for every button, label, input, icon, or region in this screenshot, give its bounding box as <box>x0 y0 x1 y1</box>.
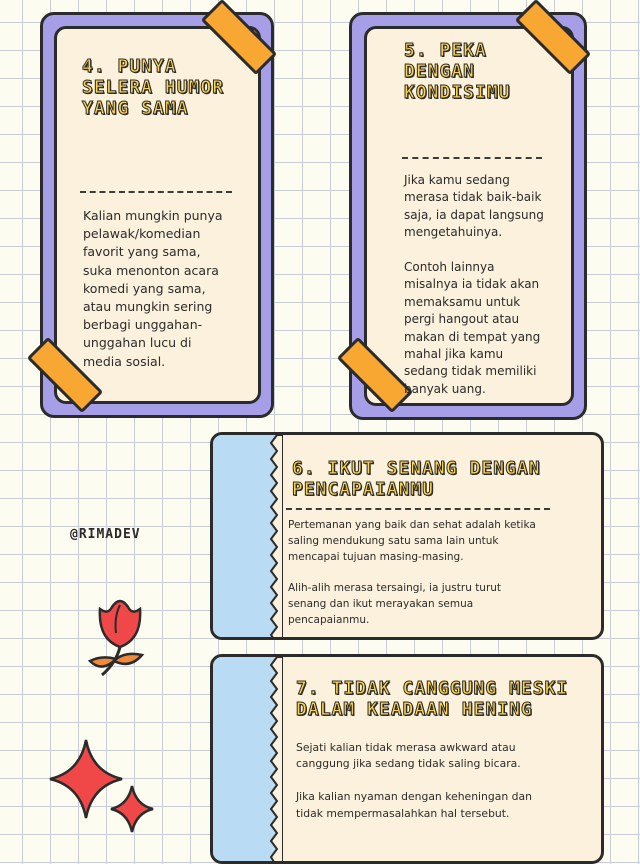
card-5-title: 5. PEKA DENGAN KONDISIMU <box>404 40 511 103</box>
card-5-body: Jika kamu sedang merasa tidak baik-baik saja, ia dapat langsung mengetahuinya. Contoh lainnya misalnya ia tidak akan memaksamu untuk pergi hangout atau makan di tempat yang mahal jika kamu sedang tidak memiliki banyak uang. <box>404 173 544 396</box>
card-7-title: 7. TIDAK CANGGUNG MESKI DALAM KEADAAN HENING <box>296 678 569 720</box>
card-6-title: 6. IKUT SENANG DENGAN PENCAPAIANMU <box>292 458 541 500</box>
card-5-divider <box>402 157 542 159</box>
card-4-body: Kalian mungkin punya pelawak/komedian favorit yang sama, suka menonton acara komedi yang sama, atau mungkin sering berbagi unggahan- unggahan lucu di media sosial. <box>83 208 223 369</box>
tulip-icon <box>80 585 160 681</box>
sparkle-small-icon <box>108 783 156 835</box>
card-6-divider <box>286 508 550 510</box>
card-4-divider <box>80 191 232 193</box>
card-6-body: Pertemanan yang baik dan sehat adalah ketika saling mendukung satu sama lain untuk mencapai tujuan masing-masing. Alih-alih merasa tersaingi, ia justru turut senang dan ikut merayakan semua pencapaianmu. <box>288 519 536 626</box>
card-4-title: 4. PUNYA SELERA HUMOR YANG SAMA <box>82 56 225 119</box>
card-7-zigzag-edge <box>265 657 283 864</box>
card-7-body: Sejati kalian tidak merasa awkward atau canggung jika sedang tidak saling bicara. Jika kalian nyaman dengan keheningan dan tidak mempermasalahkan hal tersebut. <box>296 741 532 820</box>
card-6-zigzag-edge <box>265 435 283 640</box>
author-handle: @RIMADEV <box>70 527 141 542</box>
